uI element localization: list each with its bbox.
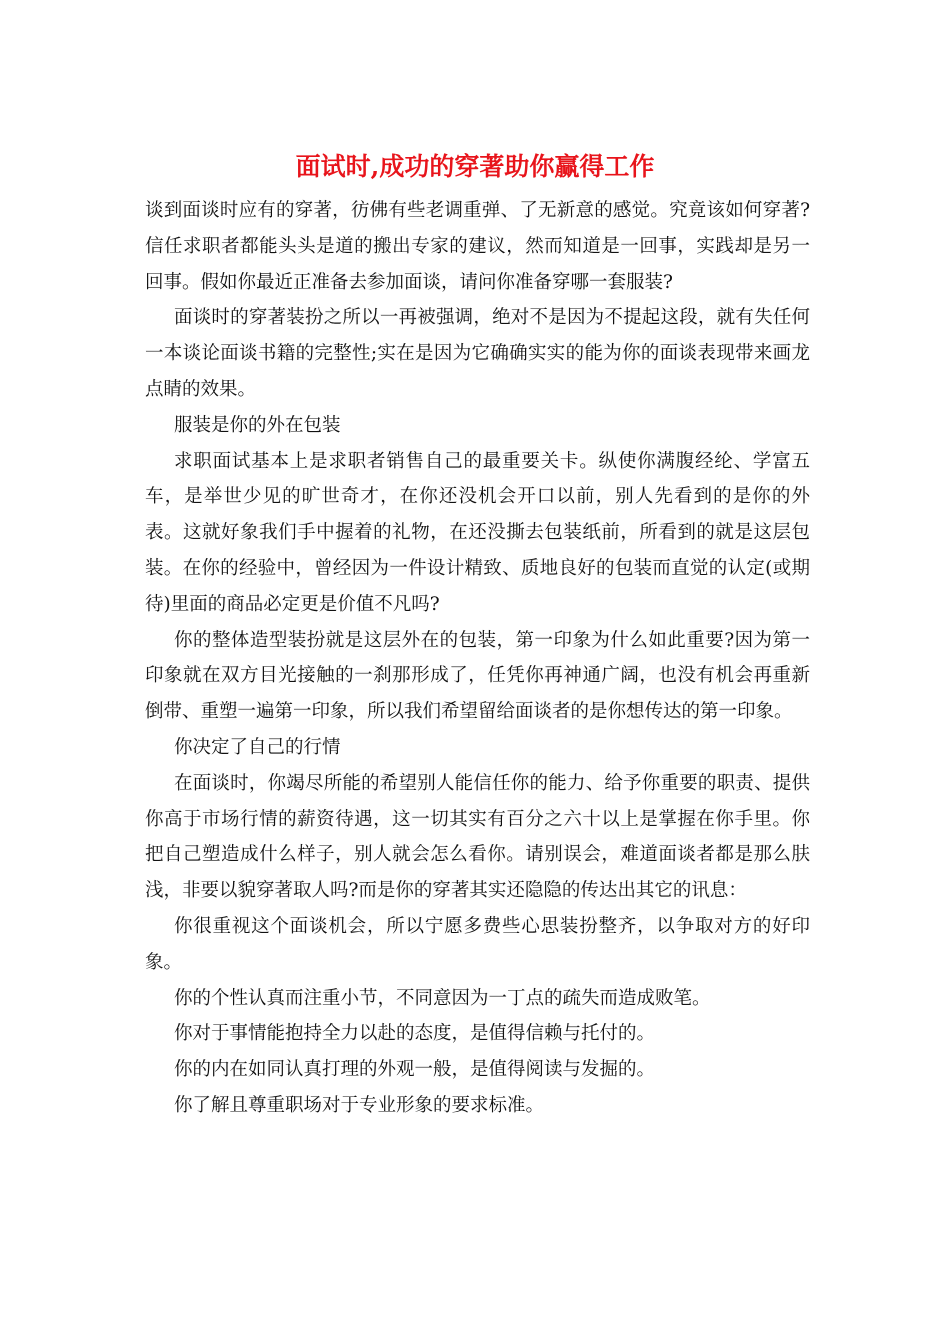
paragraph: 你的整体造型装扮就是这层外在的包装，第一印象为什么如此重要?因为第一印象就在双方目光接触的一刹那形成了，任凭你再神通广阔，也没有机会再重新倒带、重塑一遍第一印象，所以我们希望留给面谈者的是你想传达的第一印象。: [145, 629, 810, 723]
paragraph: 你了解且尊重职场对于专业形象的要求标准。: [174, 1094, 545, 1116]
paragraph: 你的内在如同认真打理的外观一般，是值得阅读与发掘的。: [174, 1059, 656, 1081]
paragraph: 你的个性认真而注重小节，不同意因为一丁点的疏失而造成败笔。: [174, 987, 711, 1009]
paragraph: 你很重视这个面谈机会，所以宁愿多费些心思装扮整齐，以争取对方的好印象。: [145, 915, 810, 973]
document-title: 面试时,成功的穿著助你赢得工作: [295, 152, 655, 181]
paragraph: 你对于事情能抱持全力以赴的态度，是值得信赖与托付的。: [174, 1023, 656, 1045]
paragraph: 求职面试基本上是求职者销售自己的最重要关卡。纵使你满腹经纶、学富五车，是举世少见的旷世奇才，在你还没机会开口以前，别人先看到的是你的外表。这就好象我们手中握着的礼物，在还没撕去包装纸前，所看到的就是这层包装。在你的经验中，曾经因为一件设计精致、质地良好的包装而直觉的认定(或期待)里面的商品必定更是价值不凡吗?: [145, 450, 810, 615]
document-body: [145, 193, 810, 1124]
section-heading: 服装是你的外在包装: [174, 414, 341, 436]
section-heading: 你决定了自己的行情: [174, 736, 341, 758]
paragraph: 谈到面谈时应有的穿著，彷佛有些老调重弹、了无新意的感觉。究竟该如何穿著?信任求职者都能头头是道的搬出专家的建议，然而知道是一回事，实践却是另一回事。假如你最近正准备去参加面谈，请问你准备穿哪一套服装?: [145, 200, 810, 293]
paragraph: 在面谈时，你竭尽所能的希望别人能信任你的能力、给予你重要的职责、提供你高于市场行情的薪资待遇，这一切其实有百分之六十以上是掌握在你手里。你把自己塑造成什么样子，别人就会怎么看你。请别误会，难道面谈者都是那么肤浅，非要以貌穿著取人吗?而是你的穿著其实还隐隐的传达出其它的讯息：: [145, 772, 810, 902]
paragraph: 面谈时的穿著装扮之所以一再被强调，绝对不是因为不提起这段，就有失任何一本谈论面谈书籍的完整性;实在是因为它确确实实的能为你的面谈表现带来画龙点睛的效果。: [145, 307, 810, 400]
